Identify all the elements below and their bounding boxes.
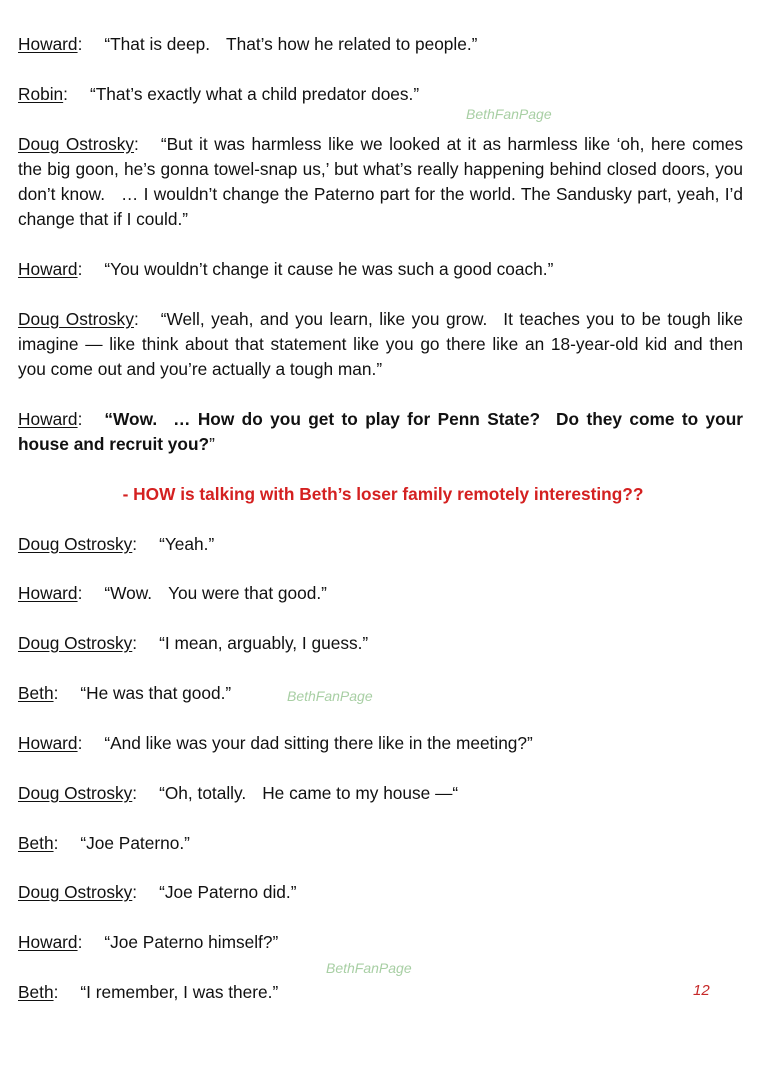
dialogue-line: Beth: “I remember, I was there.” [18,982,279,1002]
dialogue-line: Doug Ostrosky: “Well, yeah, and you learn, like you grow. It teaches you to be tough like imagine — like think about that statement like you go there like an 18-year-old kid and then you come out and you’re actually a tough man.” [18,309,743,379]
dialogue-line: Howard: “That is deep. That’s how he related to people.” [18,34,478,54]
dialogue-line: Doug Ostrosky: “Yeah.” [18,534,215,554]
dialogue-line: Doug Ostrosky: “I mean, arguably, I guess.” [18,633,369,653]
quote-text: “Oh, totally. [159,783,247,803]
quote-text: “But it was harmless like we looked at it as harmless like ‘oh, here comes the big goon, he’s gonna towel-snap us,’ but what’s really happening behind closed doors, you don’t know. [18,134,743,204]
speaker-name: Doug Ostrosky [18,309,134,329]
quote-text: “And like was your dad sitting there like in the meeting?” [104,733,533,753]
quote-text-bold: Do they come to your house and recruit you? [18,409,743,454]
quote-text-bold: … How do you get to play for Penn State? [173,409,541,429]
speaker-name: Doug Ostrosky [18,134,135,154]
quote-text-bold: “Wow. [104,409,158,429]
speaker-name: Doug Ostrosky [18,783,133,803]
quote-text: “Joe Paterno himself?” [104,932,279,952]
speaker-name: Howard [18,34,78,54]
speaker-name: Doug Ostrosky [18,534,133,554]
quote-text: “That’s exactly what a child predator does.” [89,84,420,104]
speaker-name: Howard [18,932,78,952]
quote-text: “He was that good.” [80,683,232,703]
watermark: BethFanPage [466,106,552,122]
commentary-note: - HOW is talking with Beth’s loser family remotely interesting?? [122,484,644,504]
quote-text: “Yeah.” [159,534,215,554]
speaker-name: Doug Ostrosky [18,633,133,653]
speaker-name: Beth [18,982,54,1002]
speaker-name: Doug Ostrosky [18,882,133,902]
dialogue-line: Howard: “Wow. You were that good.” [18,583,327,603]
quote-text: “Well, yeah, and you learn, like you grow. [160,309,488,329]
dialogue-line: Howard: “Wow. … How do you get to play for Penn State? Do they come to your house and recruit you?” [18,409,743,454]
quote-text: “I mean, arguably, I guess.” [159,633,369,653]
quote-text: “Wow. [104,583,153,603]
quote-text: … I wouldn’t change the Paterno part for the world. The Sandusky part, yeah, I’d change that if I could.” [18,184,744,229]
dialogue-line: Robin: “That’s exactly what a child predator does.” [18,84,420,104]
speaker-name: Robin [18,84,64,104]
dialogue-line: Howard: “You wouldn’t change it cause he was such a good coach.” [18,259,554,279]
quote-text: You were that good.” [168,583,327,603]
quote-text: “I remember, I was there.” [80,982,279,1002]
dialogue-line: Beth: “Joe Paterno.” [18,833,190,853]
quote-text: “That is deep. [104,34,211,54]
quote-close: ” [209,434,215,454]
dialogue-line: Howard: “Joe Paterno himself?” [18,932,279,952]
dialogue-line: Doug Ostrosky: “But it was harmless like we looked at it as harmless like ‘oh, here comes the big goon, he’s gonna towel-snap us,’ but what’s really happening behind closed doors, you don’t know. … I wouldn’t change the Paterno part for the world. The Sandusky part, yeah, I’d change that if I could.” [18,134,744,229]
quote-text: “You wouldn’t change it cause he was such a good coach.” [104,259,554,279]
speaker-name: Beth [18,683,54,703]
speaker-name: Howard [18,409,78,429]
dialogue-line: Howard: “And like was your dad sitting there like in the meeting?” [18,733,533,753]
page-number: 12 [693,982,710,999]
watermark: BethFanPage [287,688,373,704]
speaker-name: Howard [18,583,78,603]
quote-text: He came to my house —“ [262,783,459,803]
quote-text: “Joe Paterno.” [80,833,190,853]
watermark: BethFanPage [326,960,412,976]
quote-text: “Joe Paterno did.” [159,882,297,902]
dialogue-line: Doug Ostrosky: “Joe Paterno did.” [18,882,297,902]
dialogue-line: Beth: “He was that good.” [18,683,232,703]
speaker-name: Beth [18,833,54,853]
quote-text: It teaches you to be tough like imagine — like think about that statement like you go there like an 18-year-old kid and then you come out and you’re actually a tough man.” [18,309,743,379]
dialogue-line: Doug Ostrosky: “Oh, totally. He came to my house —“ [18,783,459,803]
speaker-name: Howard [18,733,78,753]
quote-text: That’s how he related to people.” [226,34,478,54]
speaker-name: Howard [18,259,78,279]
